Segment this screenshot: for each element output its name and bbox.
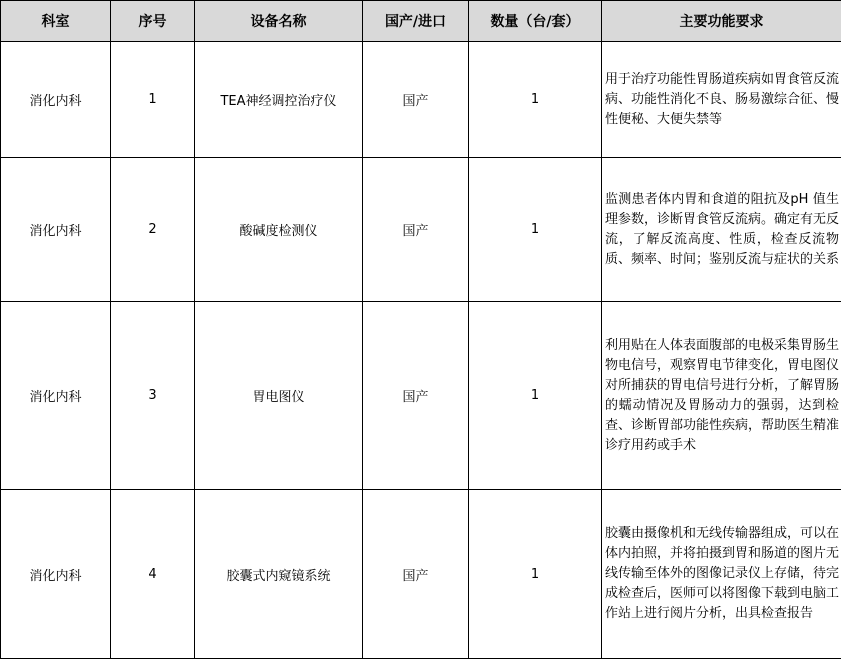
header-dept: 科室	[1, 1, 111, 42]
cell-name: 胃电图仪	[195, 302, 363, 490]
cell-no: 3	[111, 302, 195, 490]
table-row	[1, 302, 841, 490]
cell-qty: 1	[469, 302, 602, 490]
cell-func: 用于治疗功能性胃肠道疾病如胃食管反流病、功能性消化不良、肠易激综合征、慢性便秘、大便失禁等	[602, 42, 841, 158]
header-no: 序号	[111, 1, 195, 42]
cell-name: TEA神经调控治疗仪	[195, 42, 363, 158]
cell-dept: 消化内科	[1, 490, 111, 659]
cell-dept: 消化内科	[1, 158, 111, 302]
cell-origin: 国产	[363, 158, 469, 302]
cell-origin: 国产	[363, 42, 469, 158]
cell-dept: 消化内科	[1, 302, 111, 490]
cell-func: 监测患者体内胃和食道的阻抗及pH 值生理参数，诊断胃食管反流病。确定有无反流，了解反流高度、性质，检查反流物质、频率、时间；鉴别反流与症状的关系	[602, 158, 841, 302]
cell-qty: 1	[469, 42, 602, 158]
table-row	[1, 158, 841, 302]
cell-qty: 1	[469, 158, 602, 302]
cell-name: 胶囊式内窥镜系统	[195, 490, 363, 659]
cell-no: 4	[111, 490, 195, 659]
cell-qty: 1	[469, 490, 602, 659]
table-row	[1, 42, 841, 158]
cell-origin: 国产	[363, 302, 469, 490]
table-row	[1, 490, 841, 659]
header-func: 主要功能要求	[602, 1, 841, 42]
cell-func: 胶囊由摄像机和无线传输器组成，可以在体内拍照，并将拍摄到胃和肠道的图片无线传输至体外的图像记录仪上存储，待完成检查后，医师可以将图像下载到电脑工作站上进行阅片分析，出具检查报告	[602, 490, 841, 659]
header-name: 设备名称	[195, 1, 363, 42]
cell-no: 2	[111, 158, 195, 302]
header-qty: 数量（台/套）	[469, 1, 602, 42]
cell-origin: 国产	[363, 490, 469, 659]
cell-dept: 消化内科	[1, 42, 111, 158]
header-row	[1, 1, 841, 42]
cell-no: 1	[111, 42, 195, 158]
cell-func: 利用贴在人体表面腹部的电极采集胃肠生物电信号，观察胃电节律变化，胃电图仪对所捕获的胃电信号进行分析，了解胃肠的蠕动情况及胃肠动力的强弱，达到检查、诊断胃部功能性疾病，帮助医生精准诊疗用药或手术	[602, 302, 841, 490]
header-origin: 国产/进口	[363, 1, 469, 42]
cell-name: 酸碱度检测仪	[195, 158, 363, 302]
